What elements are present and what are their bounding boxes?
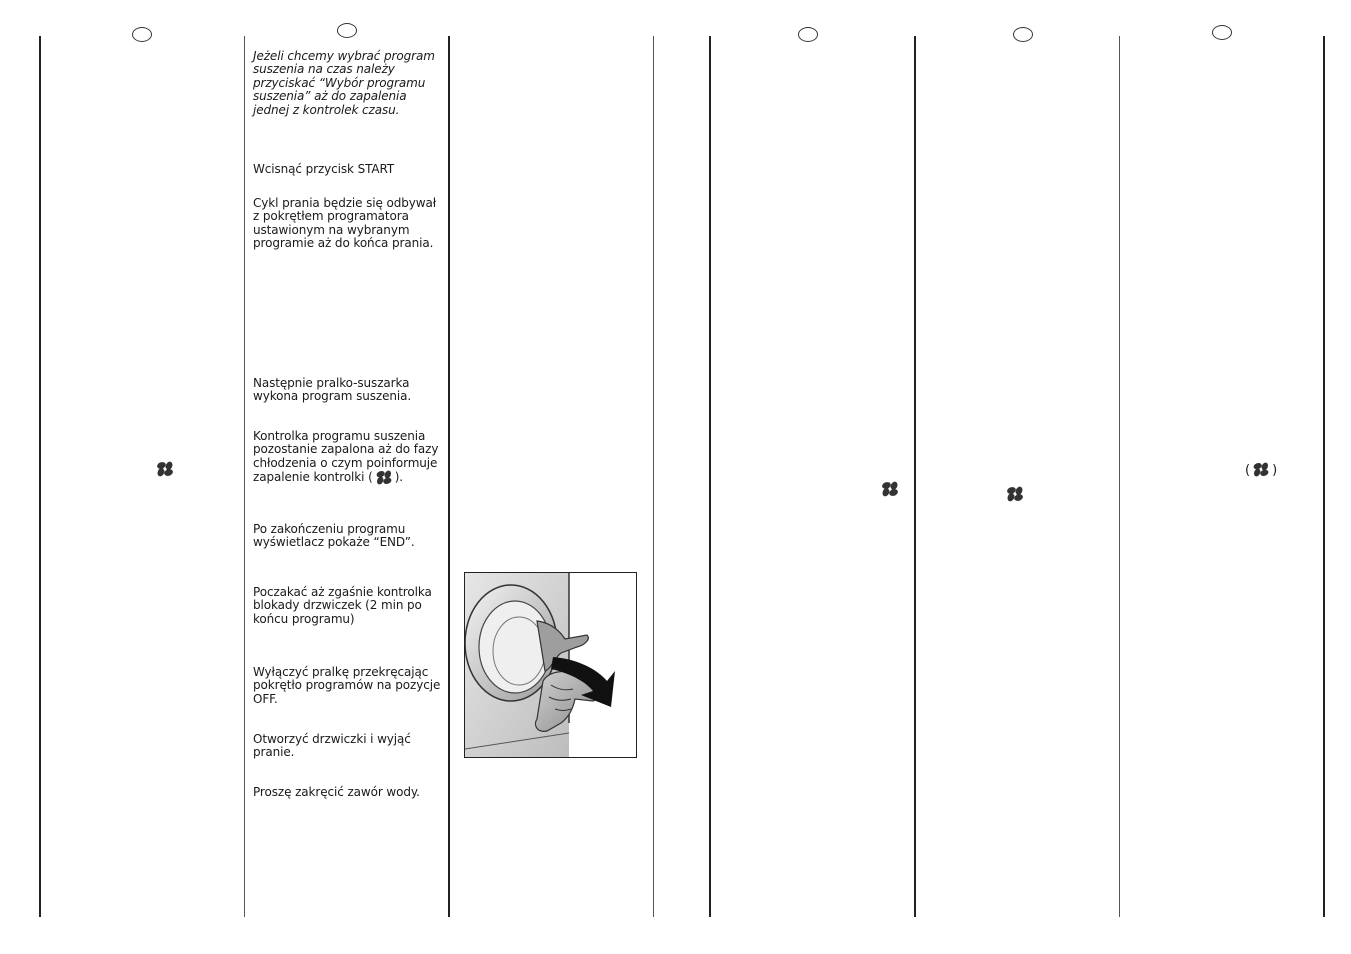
- door-opening-illustration: [464, 572, 637, 758]
- language-flag-circle-1: [132, 27, 152, 42]
- drying-indicator-suffix: ).: [394, 470, 403, 485]
- drying-indicator-note: [253, 430, 445, 485]
- program-end-note: Po zakończeniu programu wyświetlacz pokaże “END”.: [253, 522, 415, 550]
- press-start-instruction: Wcisnąć przycisk START: [253, 162, 395, 176]
- cooling-fan-icon: [1252, 462, 1270, 477]
- cooling-fan-icon: [156, 461, 174, 477]
- column-rule-1: [39, 36, 41, 917]
- switch-off-instruction: Wyłączyć pralkę przekręcając pokrętło programów na pozycje OFF.: [253, 665, 441, 706]
- column-rule-4: [653, 36, 654, 917]
- close-water-valve-instruction: Proszę zakręcić zawór wody.: [253, 785, 420, 799]
- column-rule-2: [244, 36, 245, 917]
- paren-close: ): [1272, 463, 1278, 478]
- column-rule-3: [448, 36, 450, 917]
- column-rule-6: [914, 36, 916, 917]
- door-lock-wait-note: Poczakać aż zgaśnie kontrolka blokady drzwiczek (2 min po końcu programu): [253, 585, 432, 626]
- drying-program-note: Następnie pralko-suszarka wykona program suszenia.: [253, 376, 412, 404]
- timed-drying-instruction: Jeżeli chcemy wybrać program suszenia na czas należy przyciskać “Wybór programu suszenia” aż do zapalenia jednej z kontrolek czasu.: [253, 49, 435, 117]
- cooling-fan-icon: [881, 481, 899, 497]
- cooling-fan-icon: [375, 470, 393, 485]
- column-rule-8: [1323, 36, 1325, 917]
- paren-open: (: [1245, 463, 1251, 478]
- open-door-instruction: Otworzyć drzwiczki i wyjąć pranie.: [253, 732, 411, 760]
- drying-indicator-text: Kontrolka programu suszenia pozostanie zapalona aż do fazy chłodzenia o czym poinformuje zapalenie kontrolki (: [253, 429, 439, 485]
- column-rule-7: [1119, 36, 1120, 917]
- cooling-fan-icon: [1006, 486, 1024, 502]
- language-flag-circle-4: [1013, 27, 1033, 42]
- language-flag-circle-3: [798, 27, 818, 42]
- language-flag-circle-5: [1212, 25, 1232, 40]
- wash-cycle-description: Cykl prania będzie się odbywał z pokrętłem programatora ustawionym na wybranym programie aż do końca prania.: [253, 196, 437, 251]
- fan-indicator-parenthesized: [1245, 462, 1277, 480]
- washer-door-drawing: [465, 573, 636, 757]
- column-rule-5: [709, 36, 711, 917]
- language-flag-circle-2: [337, 23, 357, 38]
